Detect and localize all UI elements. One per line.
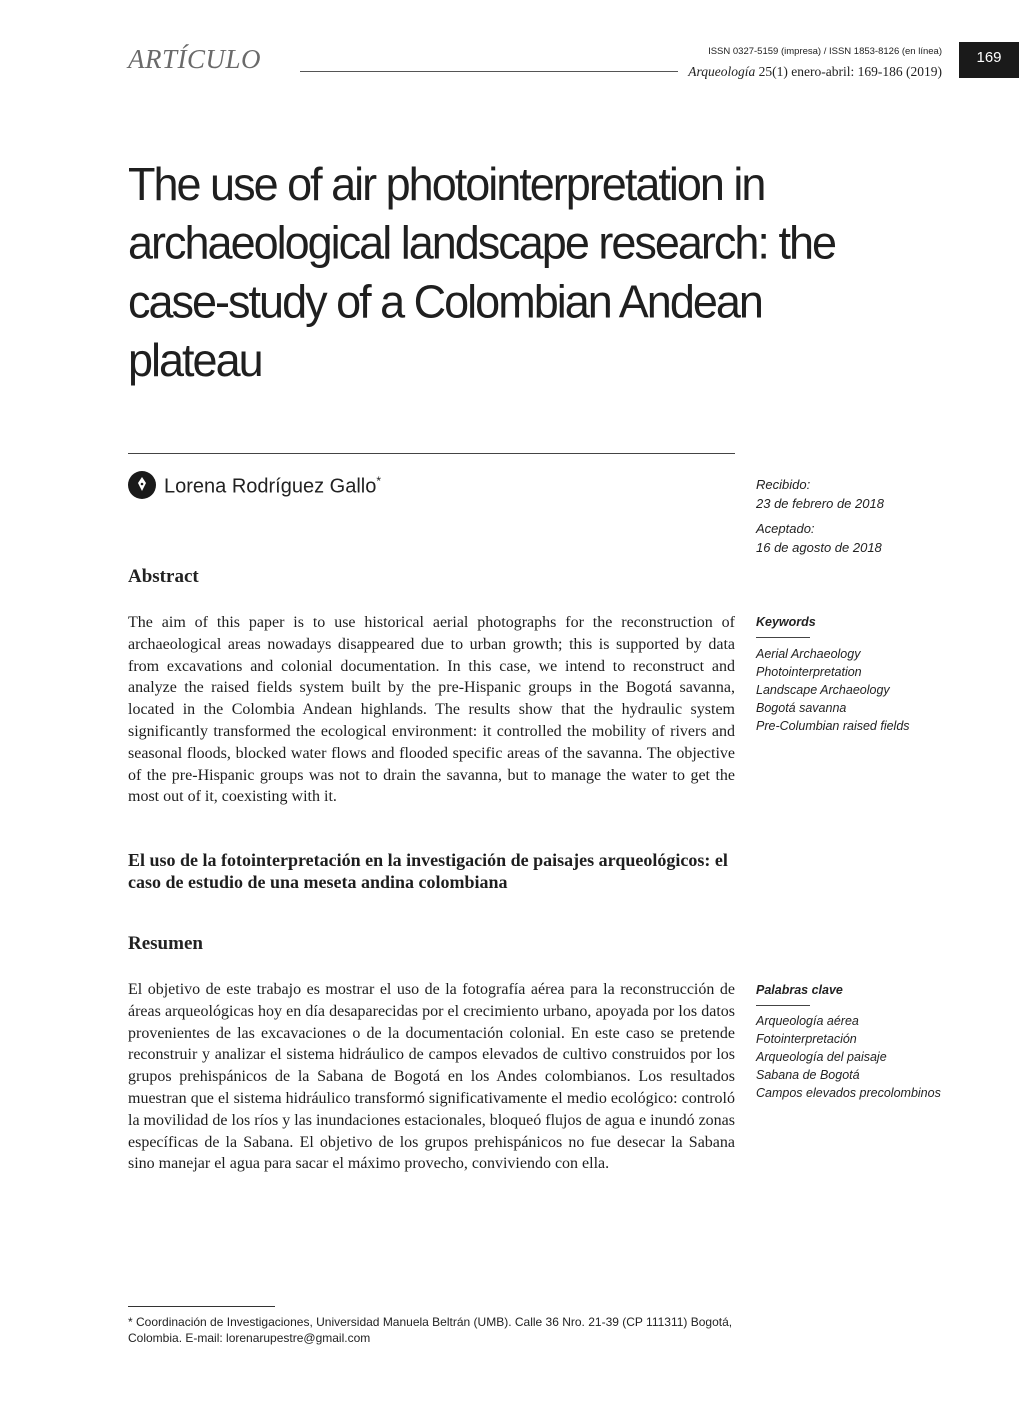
keyword-item: Bogotá savanna (756, 701, 847, 715)
article-title: The use of air photointerpretation in archaeological landscape research: the case-study of a Colombian Andean plateau (128, 157, 835, 387)
section-label: ARTÍCULO (128, 44, 262, 74)
title-rule (128, 453, 735, 454)
journal-issue: 25(1) enero-abril: 169-186 (2019) (755, 64, 942, 79)
header-rule (300, 71, 678, 72)
abstract-text: The aim of this paper is to use historical aerial photographs for the reconstruction of archaeological areas nowadays disappeared due to urban growth; this is supported by data from excavations and colonial documentation. In this case, we intend to reconstruct and analyze the raised fields system built by the pre-Hispanic groups in the Bogotá savanna, located in the Colombia Andean highlands. The results show that the hydraulic system significantly transformed the ecological environment: it controlled the mobility of rivers and seasonal floods, blocked water flows and flooded specific areas of the savanna. The objective of the pre-Hispanic groups was not to drain the savanna, but to manage the water to get the most out of it, coexisting with it. (128, 614, 735, 806)
footnote-rule (128, 1306, 275, 1307)
keyword-item: Arqueología del paisaje (756, 1050, 887, 1064)
resumen-heading: Resumen (128, 933, 203, 954)
journal-name: Arqueología (688, 64, 756, 79)
submission-dates (756, 475, 884, 557)
palabras-clave-rule (756, 1005, 810, 1006)
resumen-text: El objetivo de este trabajo es mostrar el uso de la fotografía aérea para la reconstrucción de áreas arqueológicas hoy en día desaparecidas por el crecimiento urbano, apoyada por los datos provenientes de las excavaciones o de la documentación colonial. En este caso se pretende reconstruir y analizar el sistema hidráulico de campos elevados de cultivo construidos por los grupos prehispánicos de la Sabana de Bogotá en los Andes colombianos. Los resultados muestran que el sistema hidráulico transformó significativamente el medio ecológico: controló la movilidad de los ríos y las inundaciones estacionales, bloqueó flujos de agua e inundó zonas específicas de la Sabana. El objetivo de los grupos prehispánicos no fue desecar la Sabana sino manejar el agua para sacar el máximo provecho, conviviendo con ella. (128, 981, 735, 1173)
abstract-heading: Abstract (128, 566, 199, 587)
keyword-item: Fotointerpretación (756, 1032, 857, 1046)
received-label: Recibido: (756, 477, 811, 492)
page-number: 169 (959, 42, 1019, 78)
author-footnote-mark: * (376, 474, 382, 488)
keyword-item: Landscape Archaeology (756, 683, 890, 697)
author-name-text: Lorena Rodríguez Gallo (164, 475, 377, 498)
received-date: 23 de febrero de 2018 (756, 496, 884, 511)
keyword-item: Pre-Columbian raised fields (756, 719, 910, 733)
accepted-date: 16 de agosto de 2018 (756, 540, 882, 555)
keywords-heading: Keywords (756, 615, 816, 629)
orcid-icon[interactable] (128, 471, 156, 499)
palabras-clave-list (756, 1012, 941, 1102)
issn-line: ISSN 0327-5159 (impresa) / ISSN 1853-8126 (en línea) (708, 46, 942, 57)
author-name[interactable] (164, 474, 381, 499)
keywords-rule (756, 637, 810, 638)
keywords-list (756, 645, 910, 735)
keyword-item: Arqueología aérea (756, 1014, 859, 1028)
journal-reference (688, 64, 942, 80)
keyword-item: Aerial Archaeology (756, 647, 861, 661)
keyword-item: Sabana de Bogotá (756, 1068, 860, 1082)
keyword-item: Photointerpretation (756, 665, 862, 679)
spanish-title: El uso de la fotointerpretación en la investigación de paisajes arqueológicos: el caso de estudio de una meseta andina colombiana (128, 850, 728, 892)
pen-nib-icon (137, 477, 147, 491)
palabras-clave-heading: Palabras clave (756, 983, 843, 997)
keyword-item: Campos elevados precolombinos (756, 1086, 941, 1100)
author-affiliation-footnote: * Coordinación de Investigaciones, Universidad Manuela Beltrán (UMB). Calle 36 Nro. 21-39 (CP 111311) Bogotá, Colombia. E-mail: lorenarupestre@gmail.com (128, 1315, 733, 1345)
accepted-label: Aceptado: (756, 521, 815, 536)
